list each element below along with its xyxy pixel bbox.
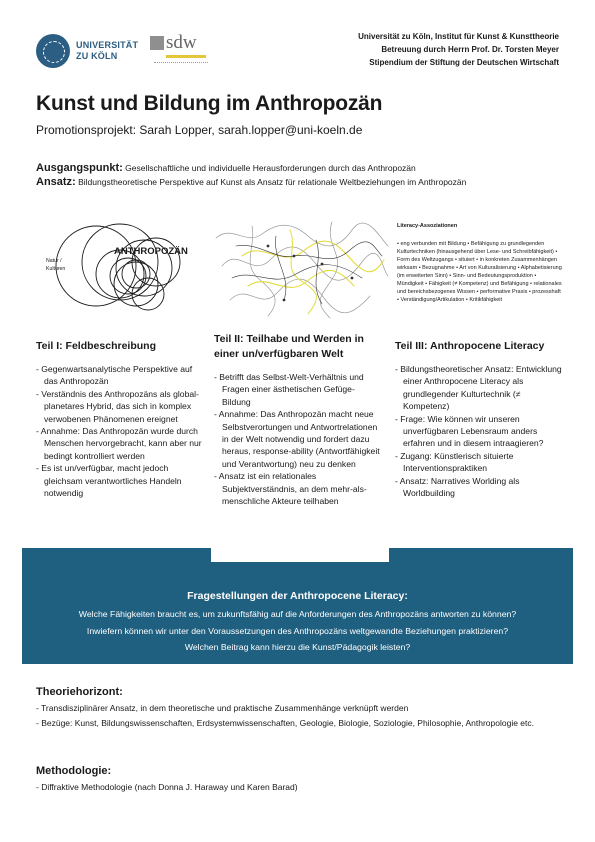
scribble-line-grey <box>250 226 275 316</box>
diagram-side-label-1: Natur / <box>46 258 62 264</box>
theory-section <box>36 684 566 731</box>
approach-line <box>36 175 566 189</box>
sdw-logo <box>150 32 210 68</box>
starting-point-line <box>36 161 566 175</box>
list-item: - Ansatz ist ein relationales Subjektverständnis, an dem mehr-als-menschliche Akteure teilhaben <box>214 471 367 507</box>
sdw-tagline-line <box>154 62 208 63</box>
header-affiliation <box>358 30 559 69</box>
diagram-circle <box>82 224 158 300</box>
research-questions-heading: Fragestellungen der Anthropocene Literacy: <box>187 590 408 602</box>
university-name-line-2: ZU KÖLN <box>76 51 118 61</box>
list-item: - Ansatz: Narratives Worlding als Worldbuilding <box>395 475 520 499</box>
starting-point-text: Gesellschaftliche und individuelle Herausforderungen durch das Anthropozän <box>125 163 416 173</box>
scribble-node <box>351 277 354 280</box>
header-line-institute: Universität zu Köln, Institut für Kunst & Kunsttheorie <box>358 32 559 41</box>
column-part-2-title: Teil II: Teilhabe und Werden in einer un/verfügbaren Welt <box>214 333 364 360</box>
list-item: - Diffraktive Methodologie (nach Donna J. Haraway und Karen Barad) <box>36 782 298 792</box>
list-item: - Annahme: Das Anthropozän wurde durch Menschen hervorgebracht, kann aber nur bedingt kontrolliert werden <box>36 426 202 461</box>
column-part-3 <box>395 332 565 499</box>
list-item: - Bildungstheoretischer Ansatz: Entwicklung einer Anthropocene Literacy als grundlegender Kulturtechnik (≠ Kompetenz) <box>395 364 562 412</box>
header-line-supervisor: Betreuung durch Herrn Prof. Dr. Torsten Meyer <box>381 45 559 54</box>
diagram-center-label: ANTHROPOZÄN <box>114 246 188 257</box>
university-seal-icon <box>36 34 70 68</box>
theory-title: Theoriehorizont: <box>36 686 123 698</box>
approach-label: Ansatz: <box>36 176 76 188</box>
scribble-line-yellow <box>290 230 316 314</box>
scribble-line-dark <box>275 236 285 300</box>
diagram-circle <box>132 278 164 310</box>
anthropocene-circles-diagram <box>36 216 196 326</box>
intro-block <box>36 161 566 189</box>
column-part-1 <box>36 332 206 499</box>
approach-text: Bildungstheoretische Perspektive auf Kunst als Ansatz für relationale Weltbeziehungen im Anthropozän <box>78 177 467 187</box>
diagram-side-label-2: Kulturen <box>46 266 66 272</box>
list-item: - Bezüge: Kunst, Bildungswissenschaften, Erdsystemwissenschaften, Geologie, Biologie, Soziologie, Philosophie, Anthropologie etc. <box>36 718 535 728</box>
column-part-1-title: Teil I: Feldbeschreibung <box>36 340 156 352</box>
university-name-line-1: UNIVERSITÄT <box>76 40 139 50</box>
literacy-associations-title: Literacy-Assoziationen <box>397 223 458 229</box>
header-line-scholarship: Stipendium der Stiftung der Deutschen Wirtschaft <box>369 58 559 67</box>
scribble-node <box>321 263 324 266</box>
university-logo <box>36 34 141 70</box>
research-question-1: Welche Fähigkeiten braucht es, um zukunftsfähig auf die Anforderungen des Anthropozäns antworten zu können? <box>78 609 517 619</box>
method-section <box>36 763 566 795</box>
project-author-line: Promotionsprojekt: Sarah Lopper, sarah.lopper@uni-koeln.de <box>36 123 363 137</box>
sdw-square-icon <box>150 36 164 50</box>
entangled-lines-diagram <box>212 216 392 326</box>
method-title: Methodologie: <box>36 765 112 777</box>
list-item: - Betrifft das Selbst-Welt-Verhältnis und Fragen einer ästhetischen Gefüge-Bildung <box>214 372 364 407</box>
research-question-3: Welchen Beitrag kann hierzu die Kunst/Pädagogik leisten? <box>184 642 411 652</box>
scribble-node <box>293 255 296 258</box>
list-item: - Zugang: Künstlerisch situierte Interventionspraktiken <box>395 450 514 474</box>
list-item: - Verständnis des Anthropozäns als global-planetares Hybrid, das sich in komplex verwobenen Phänomenen ereignet <box>36 388 199 424</box>
list-item: - Gegenwartsanalytische Perspektive auf das Anthropozän <box>36 364 193 387</box>
research-question-2: Inwiefern können wir unter den Voraussetzungen des Anthropozäns weltgewandte Beziehungen praktizieren? <box>86 625 509 636</box>
scribble-line-dark <box>236 242 382 259</box>
sdw-wordmark: sdw <box>166 32 197 53</box>
page-title: Kunst und Bildung im Anthropozän <box>36 92 383 115</box>
column-part-2 <box>214 332 382 507</box>
scribble-node <box>267 245 270 248</box>
list-item: - Es ist un/verfügbar, macht jedoch gleichsam verantwortliches Handeln notwendig <box>36 463 182 499</box>
literacy-associations-text: • eng verbunden mit Bildung • Befähigung zu grundlegenden Kulturtechniken (hinausgehend über Lese- und Schreibfähigkeit) • Form des Weltzugangs • situiert • in konkreten Zusammenhängen wirksam • Bezugnahme • Art von Kulturalisierung • Alphabetisierung (im erweiterten Sinn) • Sinn- und Bedeutungsproduktion • Mündigkeit • Fähigkeit (≠ Kompetenz) und Befähigung • relationales und bereichsbezogenes Wissen • performative Praxis • prozesshaft • Verständigung/Artikulation • Kritikfähigkeit <box>397 241 562 303</box>
sdw-accent-bar <box>166 55 206 58</box>
diagram-circle <box>96 250 144 298</box>
research-questions-box <box>22 548 573 664</box>
scribble-node <box>283 299 286 302</box>
list-item: - Frage: Wie können wir unseren unverfügbaren Lebensraum anders erfahren und in diesem intraagieren? <box>395 413 544 449</box>
literacy-associations <box>397 222 562 304</box>
list-item: - Annahme: Das Anthropozän macht neue Selbstverortungen und Antwortrelationen in der Welt notwendig und fordert dazu heraus, response-ability (Antwortfähigkeit und Verantwortung) neu zu denken <box>214 409 380 469</box>
list-item: - Transdisziplinärer Ansatz, in dem theoretische und praktische Zusammenhänge verknüpft werden <box>36 703 409 713</box>
research-questions-text <box>22 588 573 656</box>
column-part-3-title: Teil III: Anthropocene Literacy <box>395 340 545 352</box>
starting-point-label: Ausgangspunkt: <box>36 162 123 174</box>
